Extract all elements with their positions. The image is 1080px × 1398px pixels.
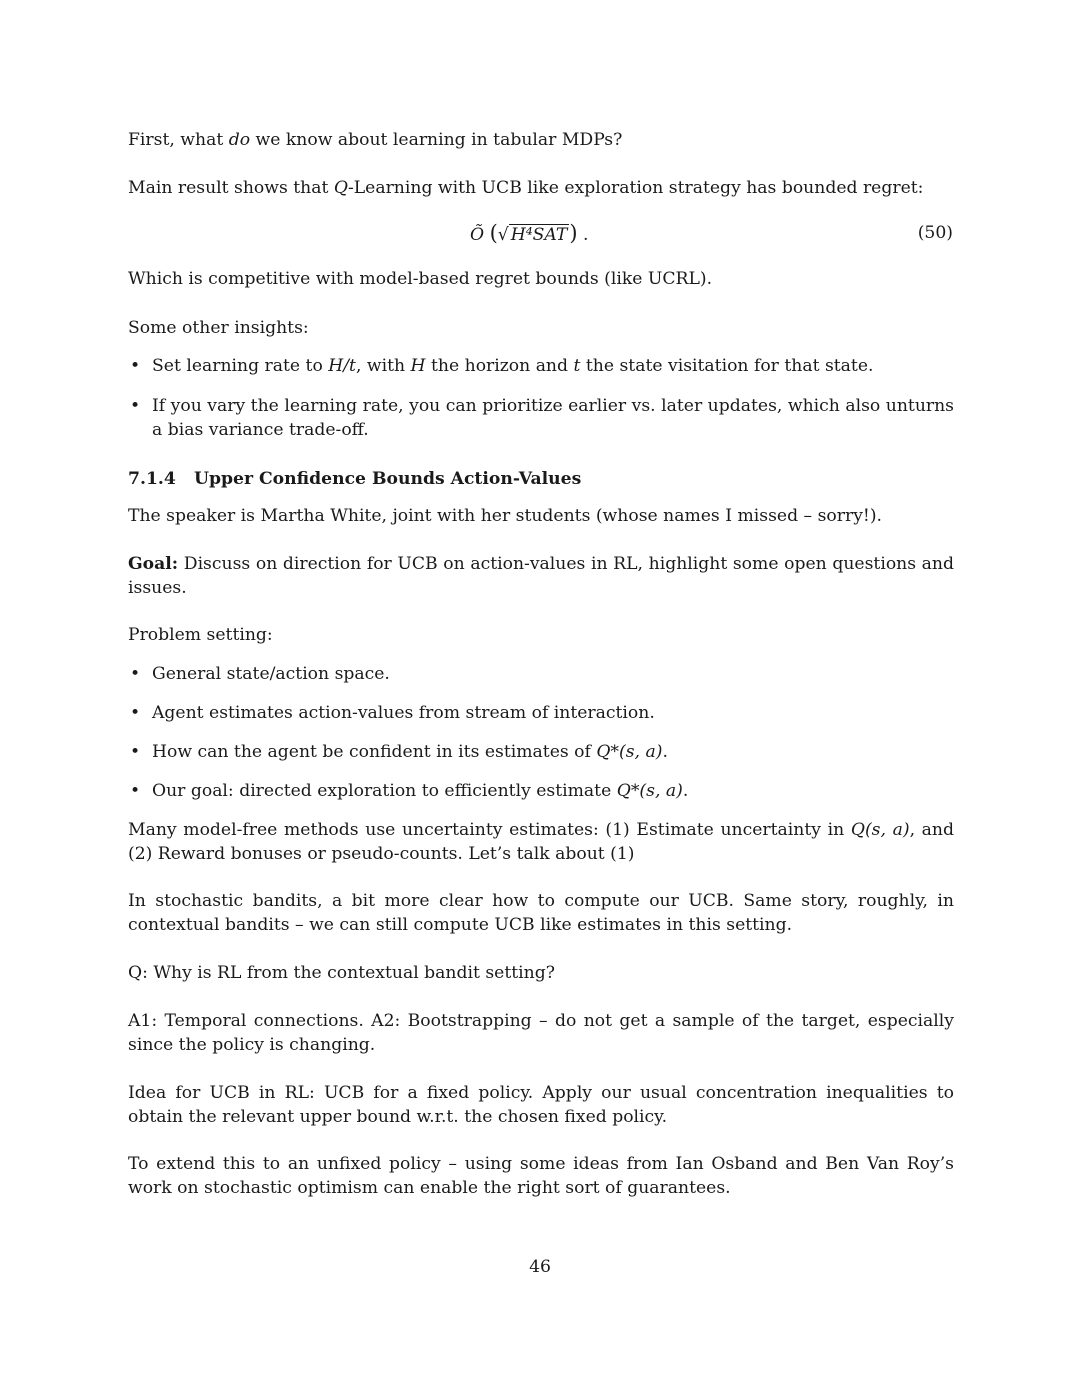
goal-paragraph	[128, 552, 954, 600]
regret-equation	[470, 221, 588, 247]
section-heading	[128, 467, 581, 491]
sqrt-radicand: H⁴SAT	[510, 225, 568, 245]
extend-paragraph: To extend this to an unfixed policy – using some ideas from Ian Osband and Ben Van Roy’s work on stochastic optimism can enable the right sort of guarantees.	[128, 1154, 954, 1198]
math-h: H	[410, 356, 426, 376]
math-q-sa: Q(s, a)	[850, 820, 910, 840]
problem-setting-label: Problem setting:	[128, 625, 273, 645]
math-q: Q	[333, 178, 348, 198]
eq-period: .	[582, 225, 589, 245]
stochastic-paragraph: In stochastic bandits, a bit more clear how to compute our UCB. Same story, roughly, in contextual bandits – we can still compute UCB like estimates in this setting.	[128, 891, 954, 935]
insight-bullet-1	[130, 354, 954, 378]
eq-open-paren: (	[489, 221, 498, 245]
question-paragraph: Q: Why is RL from the contextual bandit setting?	[128, 963, 555, 983]
bullet-dot: •	[130, 664, 141, 684]
main-result-text-a: Main result shows that	[128, 178, 334, 198]
insight-bullet-2	[130, 394, 954, 442]
math-h-over-t: H/t	[328, 356, 356, 376]
math-q-star: Q*(s, a)	[596, 742, 663, 762]
bullet-dot: •	[130, 396, 141, 416]
intro-emphasis: do	[228, 130, 251, 150]
insight-1-text-d: the state visitation for that state.	[580, 356, 874, 376]
model-free-text-b: , and (2) Reward bonuses or pseudo-counts. Let’s talk about (1)	[128, 820, 955, 864]
bullet-dot: •	[130, 356, 141, 376]
bullet-dot: •	[130, 781, 141, 801]
problem-1-text: General state/action space.	[152, 664, 390, 684]
section-number: 7.1.4	[128, 469, 176, 489]
insight-1-text-a: Set learning rate to	[152, 356, 329, 376]
insight-1-text-b: , with	[355, 356, 411, 376]
insight-2-text: If you vary the learning rate, you can prioritize earlier vs. later updates, which also unturns a bias variance trade-off.	[152, 396, 954, 440]
goal-text: Discuss on direction for UCB on action-values in RL, highlight some open questions and issues.	[128, 554, 954, 598]
speaker-paragraph: The speaker is Martha White, joint with her students (whose names I missed – sorry!).	[128, 506, 882, 526]
section-title: Upper Confidence Bounds Action-Values	[194, 469, 582, 489]
equation-number: (50)	[917, 223, 953, 243]
eq-close-paren: )	[569, 221, 578, 245]
bullet-dot: •	[130, 742, 141, 762]
problem-3-text: How can the agent be confident in its estimates of	[152, 742, 597, 762]
goal-label: Goal:	[128, 554, 179, 574]
problem-4-period: .	[682, 781, 689, 801]
math-q-star: Q*(s, a)	[616, 781, 683, 801]
intro-text-a: First, what	[128, 130, 229, 150]
problem-bullet-3	[130, 740, 954, 764]
model-free-text-a: Many model-free methods use uncertainty estimates: (1) Estimate uncertainty in	[128, 820, 851, 840]
big-o-tilde: Õ	[470, 225, 485, 245]
answer-paragraph: A1: Temporal connections. A2: Bootstrapping – do not get a sample of the target, especially since the policy is changing.	[128, 1011, 954, 1055]
problem-4-text: Our goal: directed exploration to efficiently estimate	[152, 781, 617, 801]
intro-text-b: we know about learning in tabular MDPs?	[250, 130, 623, 150]
main-result-text-b: -Learning with UCB like exploration strategy has bounded regret:	[347, 178, 924, 198]
math-t: t	[573, 356, 581, 376]
page-number: 46	[529, 1257, 551, 1277]
problem-bullet-4	[130, 779, 954, 803]
idea-paragraph: Idea for UCB in RL: UCB for a fixed policy. Apply our usual concentration inequalities to obtain the relevant upper bound w.r.t. the chosen fixed policy.	[128, 1083, 954, 1127]
competitive-paragraph: Which is competitive with model-based regret bounds (like UCRL).	[128, 269, 713, 289]
problem-bullet-2	[130, 701, 954, 725]
problem-bullet-1	[130, 662, 954, 686]
insight-1-text-c: the horizon and	[425, 356, 574, 376]
intro-paragraph	[128, 128, 954, 152]
model-free-paragraph	[128, 818, 954, 866]
insights-intro: Some other insights:	[128, 318, 309, 338]
problem-3-period: .	[662, 742, 668, 762]
problem-2-text: Agent estimates action-values from stream of interaction.	[152, 703, 655, 723]
bullet-dot: •	[130, 703, 141, 723]
main-result-paragraph	[128, 176, 954, 200]
sqrt-sign: √	[497, 225, 509, 245]
